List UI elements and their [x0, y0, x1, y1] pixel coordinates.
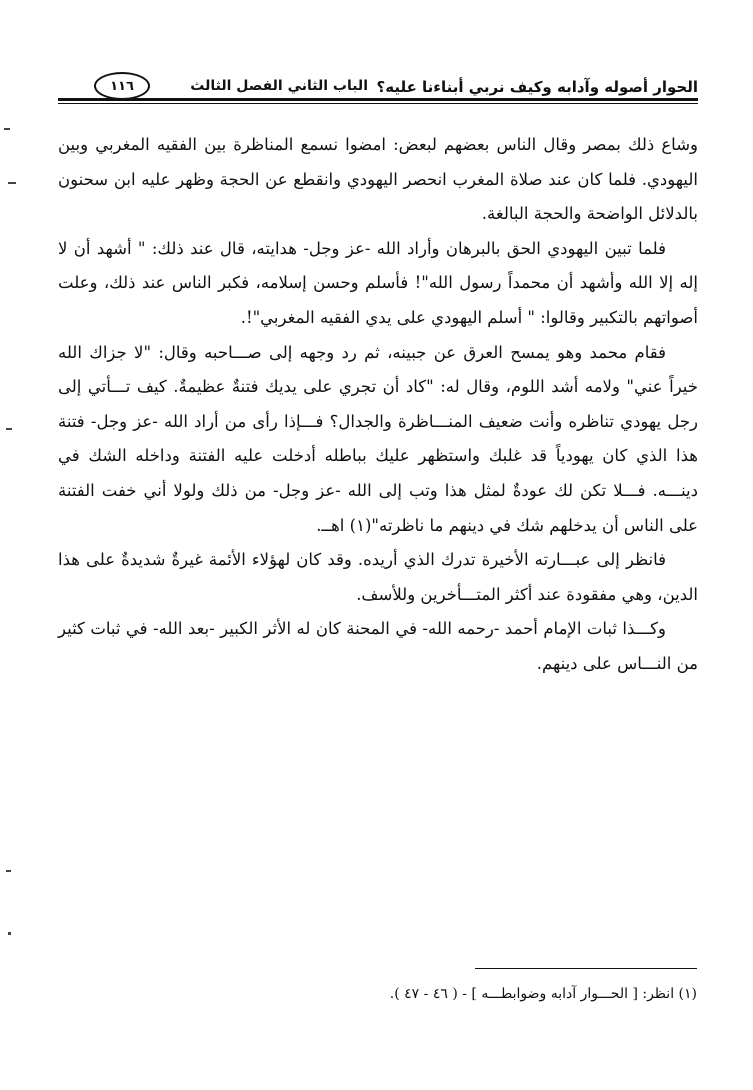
running-header — [58, 78, 698, 112]
paragraph: فانظر إلى عبـــارته الأخيرة تدرك الذي أريده. وقد كان لهؤلاء الأئمة غيرةٌ شديدةٌ على هذا الدين، وهي مفقودة عند أكثر المتـــأخرين وللأسف. — [58, 550, 698, 604]
paragraph: فقام محمد وهو يمسح العرق عن جبينه، ثم رد وجهه إلى صـــاحبه وقال: "لا جزاك الله خيراً عني" ولامه أشد اللوم، وقال له: "كاد أن تجري على يديك فتنةٌ عظيمةٌ. كيف تـــأتي إلى رجل يهودي تناظره وأنت ضعيف المنـــاظرة والجدال؟ فـــإذا رأى من أراد الله -عز وجل- فتنة هذا الذي كان يهودياً قد غلبك واستظهر عليك بباطله أدخلت عليه الفتنة وداخله الشك في دينـــه. فـــلا تكن لك عودةٌ لمثل هذا وتب إلى الله -عز وجل- من ذلك ولولا أني خفت الفتنة على الناس أن يدخلهم شك في دينهم ما ناظرته"(١) اهــ. — [58, 342, 698, 535]
scan-mark — [8, 932, 11, 935]
main-text — [58, 128, 698, 682]
header-left-dash — [58, 98, 94, 101]
paragraph: وشاع ذلك بمصر وقال الناس بعضهم لبعض: امضوا نسمع المناظرة بين الفقيه المغربي وبين اليهودي. فلما كان عند صلاة المغرب انحصر اليهودي وانقطع عن الحجة وظهر عليه ابن سحنون بالدلائل الواضحة والحجة البالغة. — [58, 135, 698, 224]
scan-mark — [8, 182, 16, 184]
scan-mark — [6, 870, 11, 872]
book-title: الحوار أصوله وآدابه وكيف نربي أبناءنا عليه؟ — [376, 78, 698, 96]
chapter-label: الباب الثاني الفصل الثالث — [190, 78, 368, 94]
header-rule — [58, 98, 698, 101]
header-rule-thin — [58, 103, 698, 104]
footnote-rule — [475, 968, 697, 969]
paragraph: فلما تبين اليهودي الحق بالبرهان وأراد الله -عز وجل- هدايته، قال عند ذلك: " أشهد أن لا إله إلا الله وأشهد أن محمداً رسول الله"! فأسلم وحسن إسلامه، فكبر الناس عند ذلك، وعلت أصواتهم بالتكبير وقالوا: " أسلم اليهودي على يدي الفقيه المغربي"!. — [58, 238, 698, 327]
paragraph: وكـــذا ثبات الإمام أحمد -رحمه الله- في المحنة كان له الأثر الكبير -بعد الله- في ثبات كثير من النـــاس على دينهم. — [58, 619, 698, 673]
scan-mark — [6, 428, 12, 430]
scan-mark — [4, 128, 10, 130]
footnote: (١) انظر: [ الحـــوار آدابه وضوابطـــه ] - ( ٤٦ - ٤٧ ). — [389, 986, 697, 1002]
page-number: ١١٦ — [94, 72, 150, 100]
